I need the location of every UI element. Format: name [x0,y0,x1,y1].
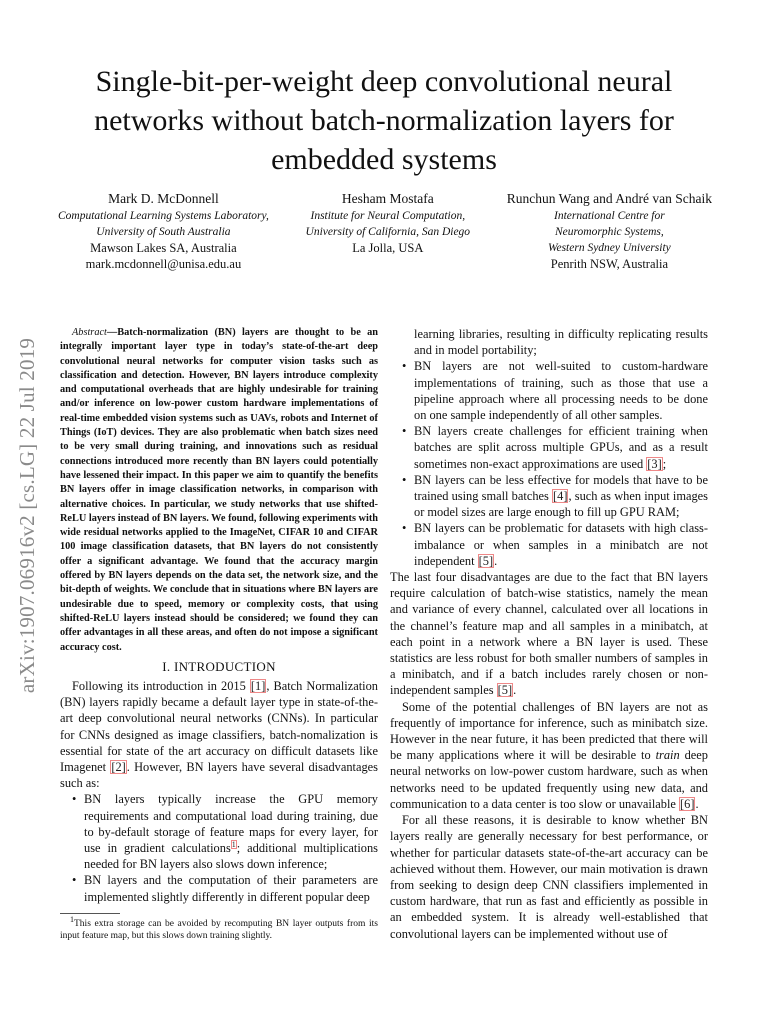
citation-link[interactable]: [3] [647,456,662,471]
author-address: Penrith NSW, Australia [550,257,668,271]
left-column [60,326,378,942]
text-run: . [494,553,498,568]
text-run: BN layers are not well-suited to custom-hardware implementations of training, such as those that use a pipeline approach where all processing needs to be done on one sample independently of all other samples. [414,359,708,423]
list-item [390,472,708,521]
intro-paragraph [60,678,378,791]
list-item [60,872,378,904]
text-run: BN layers can be problematic for datasets with high class-imbalance or when samples in a minibatch are not independent [414,521,708,568]
text-run: . [695,796,699,811]
list-item [390,358,708,423]
text-run: , Batch Normalization (BN) layers rapidly became a default layer type in state-of-the-art deep convolutional neural networks (CNNs). In particular for CNNs designed as image classifiers, batch-nomalization is essential for state of the art accuracy on difficult datasets like Imagenet [60,679,378,775]
text-run: , such as when input images or model sizes are large enough to fill up GPU RAM; [414,489,708,520]
text-run: BN layers create challenges for efficient training when batches are split across multiple GPUs, and as a result sometimes non-exact approximations are used [414,424,708,471]
text-run: BN layers and the computation of their parameters are implemented slightly differently in different popular deep [84,873,378,904]
section-heading-introduction: I. INTRODUCTION [162,658,276,674]
author-block [58,190,712,272]
footnote-divider [60,913,120,914]
text-run: BN layers typically increase the GPU memory requirements and computational load during training, due to by-default storage of feature maps for every layer, for use in gradient calculations [84,792,378,856]
body-paragraph: For all these reasons, it is desirable to know whether BN layers really are generally necessary for best performance, or whether for particular datasets state-of-the-art accuracy can be achieved without them. However, our main motivation is drawn from seeking to design deep CNN classifiers implemented in custom hardware, that run as fast and efficiently as possible in an embedded system. It is already well-established that convolutional layers can be implemented without use of [390,813,708,941]
author-affiliation: Institute for Neural Computation, [310,210,466,222]
text-run: . [513,683,517,698]
author-1 [58,190,269,272]
footnote-link[interactable]: 1 [231,839,236,849]
text-run: BN layers can be less effective for models that have to be trained using small batches [414,472,708,504]
citation-link[interactable]: [5] [497,683,513,698]
author-address: Mawson Lakes SA, Australia [90,241,237,255]
footnote [60,914,378,942]
citation-link[interactable]: [6] [680,796,695,811]
text-run: deep neural networks on low-power custom hardware, such as when networks need to be updated frequently using new data, and communication to a data center is too slow or unavailable [390,748,708,811]
citation-link[interactable]: [2] [111,760,126,775]
arxiv-id: arXiv:1907.06916v2 [cs.LG] 22 Jul 2019 [15,337,40,693]
citation-link[interactable]: [1] [250,679,266,694]
body-paragraph [390,569,708,699]
author-affiliation: University of California, San Diego [305,226,471,238]
footnote-text: This extra storage can be avoided by recomputing BN layer outputs from its input feature map, but this slows down training slightly. [60,918,378,941]
footnote-mark: 1 [70,914,74,924]
text-run: Following its introduction in 2015 [72,679,250,694]
text-run: Some of the potential challenges of BN layers are not as frequently of importance for inference, such as minibatch size. However in the near future, it has been predicted that there will be many applications where it will be desirable to [390,699,708,763]
body-paragraph [390,699,708,812]
author-address: La Jolla, USA [352,241,424,255]
author-affiliation: Western Sydney University [547,242,671,254]
author-2 [306,190,471,272]
disadvantage-list [60,791,378,904]
text-run: . However, BN layers have several disadvantages such as: [60,760,378,791]
text-run: ; [662,456,667,471]
abstract [60,326,378,655]
author-name: Mark D. McDonnell [108,191,219,206]
author-affiliation: University of South Australia [96,226,231,238]
list-item [390,423,708,472]
author-name: Hesham Mostafa [341,191,434,206]
author-name: Runchun Wang and André van Schaik [506,191,712,206]
author-affiliation: Neuromorphic Systems, [554,226,664,238]
list-item-continuation: learning libraries, resulting in difficulty replicating results and in model portability; [414,327,708,358]
disadvantage-list-continued [390,358,708,569]
paper-title: Single-bit-per-weight deep convolutional neural networks without batch-normalization layers for embedded systems [94,65,674,176]
list-item [60,791,378,872]
right-column [390,326,708,942]
citation-link[interactable]: [4] [553,489,568,504]
author-email: mark.mcdonnell@unisa.edu.au [85,257,242,271]
author-3 [507,190,712,272]
citation-link[interactable]: [5] [478,553,494,568]
author-affiliation: International Centre for [554,210,665,222]
text-run: ; additional multiplications needed for BN layers also slows down inference; [84,841,378,872]
author-affiliation: Computational Learning Systems Laboratory, [58,210,269,222]
abstract-text: —Batch-normalization (BN) layers are thought to be an integrally important layer type in today’s state-of-the-art deep convolutional neural networks for computer vision tasks such as classification and detection. However, BN layers introduce complexity and computational overheads that are highly undesirable for training and/or inference on low-power custom hardware implementations of real-time embedded vision systems such as UAVs, robots and Internet of Things (IoT) devices. They are also problematic when batch sizes need to be very small during training, and innovations such as residual connections introduced more recently than BN layers could potentially have lessened their impact. In this paper we aim to quantify the benefits BN layers offer in image classification networks, in comparison with alternative choices. In particular, we study networks that use shifted-ReLU layers instead of BN layers. We found, following experiments with wide residual networks applied to the ImageNet, CIFAR 10 and CIFAR 100 image classification datasets, that BN layers do not consistently offer a significant advantage. We found that the accuracy margin offered by BN layers depends on the data set, the network size, and the bit-depth of weights. We conclude that in situations where BN layers are undesirable due to speed, memory or complexity costs, that using shifted-ReLU layers instead should be considered; we found they can offer advantages in all these areas, and often do not impose a significant accuracy cost. [60,327,378,653]
list-item [390,520,708,569]
arxiv-stamp [4,280,52,750]
abstract-label: Abstract [72,327,107,338]
text-run: The last four disadvantages are due to the fact that BN layers require calculation of batch-wise statistics, namely the mean and variance of every channel, calculated over all locations in the channel’s feature map and all samples in a minibatch, at each point in a network where a BN layer is used. These statistics are less robust for both smaller numbers of samples in a minibatch, and if a batch includes rarely chosen or non-independent samples [390,570,708,698]
emphasis-text: train [655,748,680,763]
